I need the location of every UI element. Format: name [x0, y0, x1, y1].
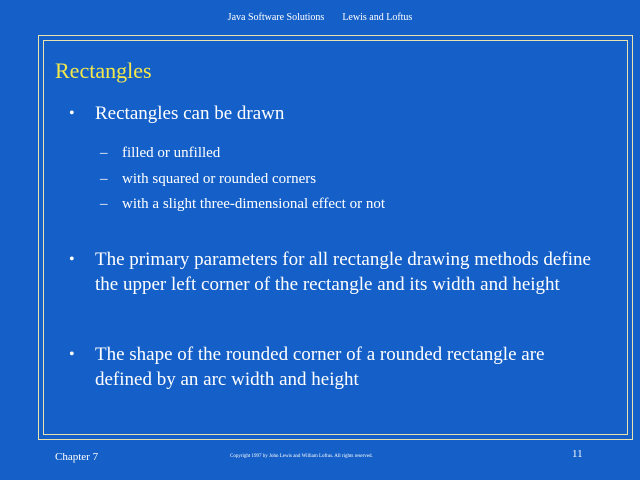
- sub-bullet-text: with squared or rounded corners: [122, 171, 317, 187]
- bullet-text: The shape of the rounded corner of a rounded rectangle are defined by an arc width and height: [95, 344, 545, 390]
- chapter-label: Chapter 7: [55, 451, 99, 463]
- bullet-icon: •: [69, 346, 75, 363]
- book-title: Java Software Solutions: [227, 12, 325, 23]
- bullet-icon: •: [69, 251, 75, 268]
- slide-title: Rectangles: [55, 58, 152, 83]
- sub-bullet-text: filled or unfilled: [122, 145, 221, 161]
- dash-icon: –: [100, 145, 108, 161]
- dash-icon: –: [100, 196, 108, 212]
- sub-bullet-text: with a slight three-dimensional effect or not: [122, 196, 385, 212]
- slide-header: [0, 12, 640, 23]
- bullet-text: The primary parameters for all rectangle drawing methods define the upper left corner of the rectangle and its width and height: [95, 249, 591, 295]
- copyright-notice: Copyright 1997 by John Lewis and William Loftus. All rights reserved.: [230, 454, 373, 459]
- dash-icon: –: [100, 171, 108, 187]
- bullet-icon: •: [69, 105, 75, 122]
- authors: Lewis and Loftus: [342, 12, 413, 23]
- bullet-text: Rectangles can be drawn: [95, 103, 285, 124]
- page-number: 11: [572, 448, 583, 460]
